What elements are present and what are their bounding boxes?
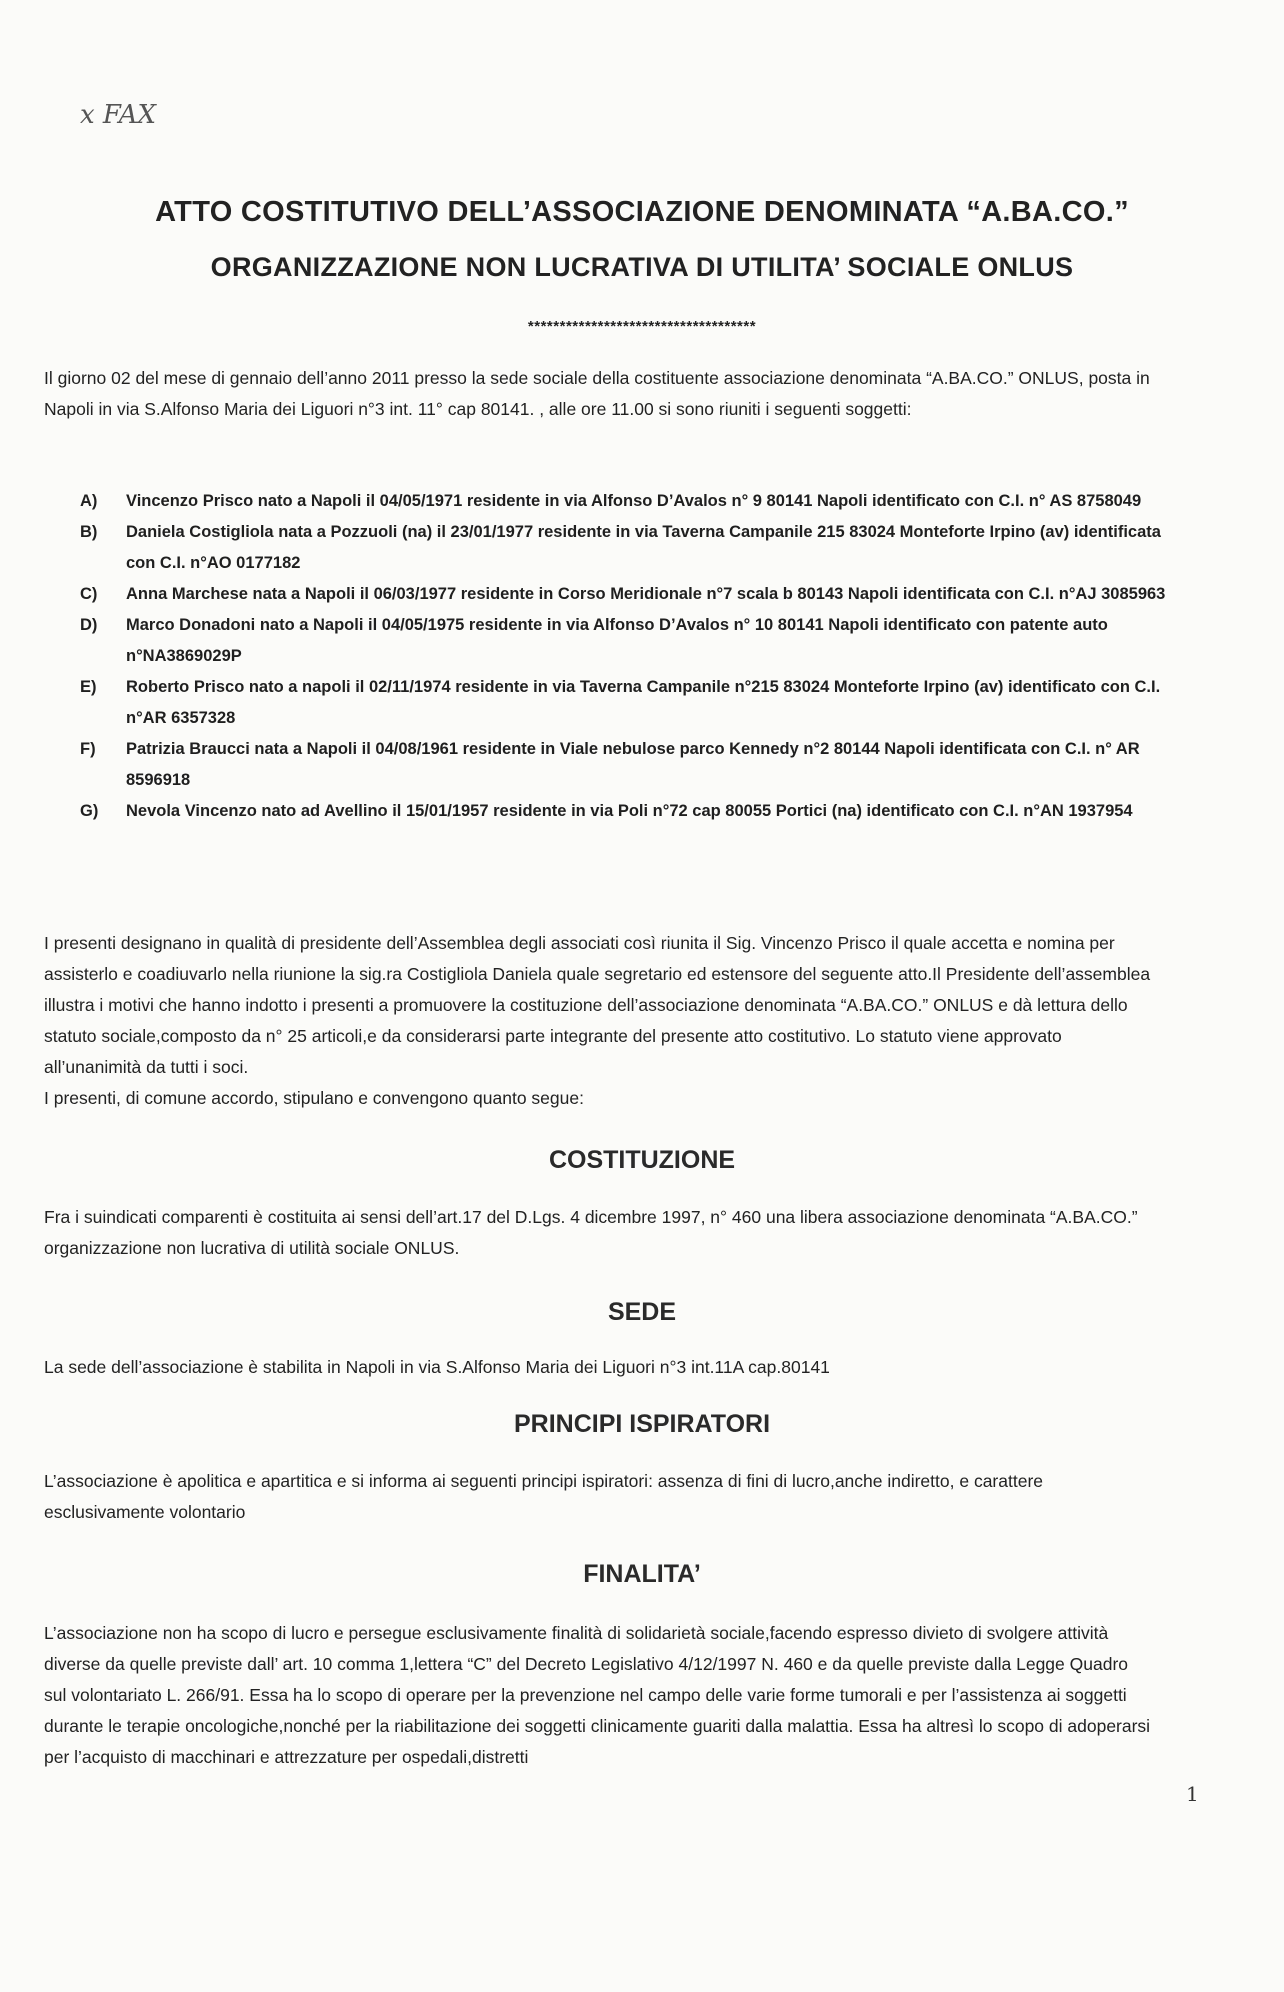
principi-paragraph: L’associazione è apolitica e apartitica e si informa ai seguenti principi ispiratori: assenza di fini di lucro,anche indiretto, e carattere esclusivamente volontario — [44, 1471, 1044, 1522]
list-item — [80, 579, 1180, 610]
party-label: G) — [80, 802, 99, 820]
party-label: E) — [80, 678, 97, 696]
party-label: A) — [80, 492, 98, 510]
party-text: Nevola Vincenzo nato ad Avellino il 15/01/1957 residente in via Poli n°72 cap 80055 Portici (na) identificato con C.I. n°AN 1937954 — [126, 802, 1133, 820]
handwritten-note: x FAX — [80, 100, 156, 130]
designation-paragraph — [44, 928, 1154, 1114]
costituzione-paragraph: Fra i suindicati comparenti è costituita ai sensi dell’art.17 del D.Lgs. 4 dicembre 1997, n° 460 una libera associazione denominata “A.BA.CO.” organizzazione non lucrativa di utilità sociale ONLUS. — [44, 1207, 1138, 1258]
document-subtitle: ORGANIZZAZIONE NON LUCRATIVA DI UTILITA’ SOCIALE ONLUS — [210, 252, 1074, 282]
party-text: Daniela Costigliola nata a Pozzuoli (na) il 23/01/1977 residente in via Taverna Campanile 215 83024 Monteforte Irpino (av) identificata con C.I. n°AO 0177182 — [126, 523, 1161, 572]
parties-list — [80, 486, 1180, 827]
intro-paragraph: Il giorno 02 del mese di gennaio dell’anno 2011 presso la sede sociale della costituente associazione denominata “A.BA.CO.” ONLUS, posta in Napoli in via S.Alfonso Maria dei Liguori n°3 int. 11° cap 80141. , alle ore 11.00 si sono riuniti i seguenti soggetti: — [44, 368, 1150, 419]
party-text: Vincenzo Prisco nato a Napoli il 04/05/1971 residente in via Alfonso D’Avalos n° 9 80141 Napoli identificato con C.I. n° AS 8758049 — [126, 492, 1142, 510]
section-heading-sede: SEDE — [607, 1298, 677, 1326]
party-label: F) — [80, 740, 96, 758]
sede-paragraph: La sede dell’associazione è stabilita in Napoli in via S.Alfonso Maria dei Liguori n°3 int.11A cap.80141 — [44, 1357, 830, 1377]
page-number: 1 — [1186, 1782, 1199, 1806]
party-label: C) — [80, 585, 98, 603]
document-title: ATTO COSTITUTIVO DELL’ASSOCIAZIONE DENOMINATA “A.BA.CO.” — [155, 196, 1129, 228]
agreement-text: I presenti, di comune accordo, stipulano e convengono quanto segue: — [44, 1088, 584, 1108]
list-item — [80, 517, 1180, 579]
party-label: D) — [80, 616, 98, 634]
section-heading-costituzione: COSTITUZIONE — [548, 1146, 736, 1174]
section-heading-finalita: FINALITA’ — [583, 1560, 701, 1588]
separator-line: ************************************ — [527, 318, 757, 335]
party-text: Roberto Prisco nato a napoli il 02/11/1974 residente in via Taverna Campanile n°215 83024 Monteforte Irpino (av) identificato con C.I. n°AR 6357328 — [126, 678, 1161, 727]
list-item — [80, 796, 1180, 827]
list-item — [80, 610, 1180, 672]
section-heading-principi: PRINCIPI ISPIRATORI — [513, 1410, 771, 1438]
list-item — [80, 486, 1180, 517]
designation-text: I presenti designano in qualità di presidente dell’Assemblea degli associati così riunita il Sig. Vincenzo Prisco il quale accetta e nomina per assisterlo e coadiuvarlo nella riunione la sig.ra Costigliola Daniela quale segretario ed estensore del seguente atto.Il Presidente dell’assemblea illustra i motivi che hanno indotto i presenti a promuovere la costituzione dell’associazione denominata “A.BA.CO.” ONLUS e dà lettura dello statuto sociale,composto da n° 25 articoli,e da considerarsi parte integrante del presente atto costitutivo. Lo statuto viene approvato all’unanimità da tutti i soci. — [44, 933, 1151, 1077]
list-item — [80, 672, 1180, 734]
party-text: Anna Marchese nata a Napoli il 06/03/1977 residente in Corso Meridionale n°7 scala b 80143 Napoli identificata con C.I. n°AJ 3085963 — [126, 585, 1166, 603]
party-text: Patrizia Braucci nata a Napoli il 04/08/1961 residente in Viale nebulose parco Kennedy n°2 80144 Napoli identificata con C.I. n° AR 8596918 — [126, 740, 1140, 789]
party-text: Marco Donadoni nato a Napoli il 04/05/1975 residente in via Alfonso D’Avalos n° 10 80141 Napoli identificato con patente auto n°NA3869029P — [126, 616, 1108, 665]
party-label: B) — [80, 523, 98, 541]
finalita-paragraph: L’associazione non ha scopo di lucro e persegue esclusivamente finalità di solidarietà sociale,facendo espresso divieto di svolgere attività diverse da quelle previste dall’ art. 10 comma 1,lettera “C” del Decreto Legislativo 4/12/1997 N. 460 e da quelle previste dalla Legge Quadro sul volontariato L. 266/91. Essa ha lo scopo di operare per la prevenzione nel campo delle varie forme tumorali e per l’assistenza ai soggetti durante le terapie oncologiche,nonché per la riabilitazione dei soggetti clinicamente guariti dalla malattia. Essa ha altresì lo scopo di adoperarsi per l’acquisto di macchinari e attrezzature per ospedali,distretti — [44, 1623, 1151, 1767]
list-item — [80, 734, 1180, 796]
